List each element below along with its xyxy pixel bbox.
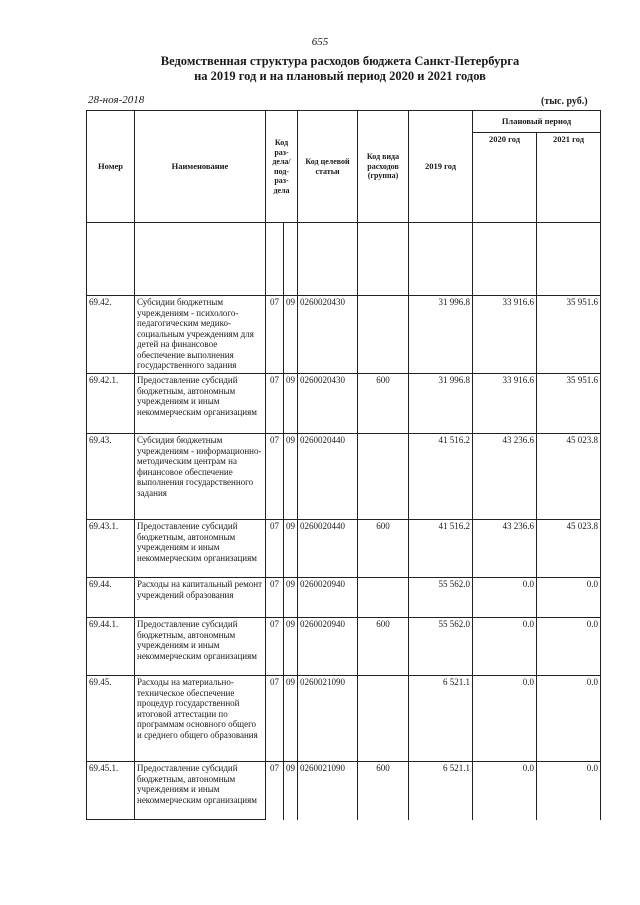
- row-2020: 33 916.6: [473, 296, 537, 374]
- row-2021: 0.0: [537, 762, 601, 820]
- row-number: 69.45.1.: [87, 762, 135, 820]
- document-title: [0, 54, 640, 84]
- row-number: 69.43.1.: [87, 520, 135, 578]
- row-2020: 0.0: [473, 578, 537, 618]
- row-name: Предоставление субсидий бюджетным, автономным учреждениям и иным некоммерческим организациям: [135, 618, 266, 676]
- row-name: Предоставление субсидий бюджетным, автономным учреждениям и иным некоммерческим организациям: [135, 520, 266, 578]
- row-name: Предоставление субсидий бюджетным, автономным учреждениям и иным некоммерческим организациям: [135, 762, 266, 820]
- row-podrazdel: 09: [284, 520, 298, 578]
- row-podrazdel: 09: [284, 578, 298, 618]
- row-2020: 0.0: [473, 618, 537, 676]
- row-target: 0260020430: [298, 296, 358, 374]
- row-podrazdel: 09: [284, 762, 298, 820]
- row-target: 0260020430: [298, 374, 358, 434]
- row-expense: 600: [358, 520, 409, 578]
- row-2021: 0.0: [537, 618, 601, 676]
- table-row: [87, 762, 601, 820]
- row-podrazdel: 09: [284, 374, 298, 434]
- document-date: 28-ноя-2018: [88, 94, 145, 106]
- row-razdel: 07: [266, 676, 284, 762]
- row-2019: 6 521.1: [409, 762, 473, 820]
- row-number: 69.42.: [87, 296, 135, 374]
- header-2019: 2019 год: [409, 111, 473, 223]
- row-name: Расходы на материально-техническое обеспечение процедур государственной итоговой аттестации по программам основного общего и среднего общего образования: [135, 676, 266, 762]
- page-number: 655: [311, 36, 329, 48]
- table-row: [87, 520, 601, 578]
- row-2019: 55 562.0: [409, 618, 473, 676]
- table-row: [87, 374, 601, 434]
- row-2020: 0.0: [473, 762, 537, 820]
- row-target: 0260021090: [298, 676, 358, 762]
- row-2020: 43 236.6: [473, 434, 537, 520]
- row-podrazdel: 09: [284, 434, 298, 520]
- row-expense: [358, 434, 409, 520]
- row-number: 69.42.1.: [87, 374, 135, 434]
- row-target: 0260020940: [298, 578, 358, 618]
- budget-table: [86, 110, 601, 820]
- row-razdel: 07: [266, 520, 284, 578]
- row-expense: 600: [358, 762, 409, 820]
- row-2019: 41 516.2: [409, 520, 473, 578]
- row-target: 0260020440: [298, 434, 358, 520]
- row-expense: 600: [358, 618, 409, 676]
- row-number: 69.45.: [87, 676, 135, 762]
- row-podrazdel: 09: [284, 618, 298, 676]
- row-razdel: 07: [266, 296, 284, 374]
- row-podrazdel: 09: [284, 676, 298, 762]
- row-razdel: 07: [266, 578, 284, 618]
- table-row: [87, 676, 601, 762]
- row-2021: 45 023.8: [537, 520, 601, 578]
- table-row: [87, 578, 601, 618]
- row-razdel: 07: [266, 618, 284, 676]
- row-razdel: 07: [266, 434, 284, 520]
- title-line-1: Ведомственная структура расходов бюджета Санкт-Петербурга: [160, 54, 520, 68]
- row-expense: [358, 296, 409, 374]
- row-2020: 43 236.6: [473, 520, 537, 578]
- row-2019: 31 996.8: [409, 296, 473, 374]
- row-razdel: 07: [266, 374, 284, 434]
- row-target: 0260021090: [298, 762, 358, 820]
- units-label: (тыс. руб.): [541, 96, 588, 107]
- row-name: Расходы на капитальный ремонт учреждений образования: [135, 578, 266, 618]
- header-2021: 2021 год: [537, 133, 601, 223]
- row-2021: 0.0: [537, 676, 601, 762]
- row-2019: 55 562.0: [409, 578, 473, 618]
- row-expense: [358, 676, 409, 762]
- header-planned-period: Плановый период: [473, 111, 601, 133]
- row-2021: 0.0: [537, 578, 601, 618]
- header-2020: 2020 год: [473, 133, 537, 223]
- row-expense: 600: [358, 374, 409, 434]
- header-name: Наименование: [135, 111, 266, 223]
- row-2021: 35 951.6: [537, 296, 601, 374]
- row-podrazdel: 09: [284, 296, 298, 374]
- row-2020: 0.0: [473, 676, 537, 762]
- row-number: 69.44.1.: [87, 618, 135, 676]
- header-target: Код целевой статьи: [298, 111, 358, 223]
- row-2020: 33 916.6: [473, 374, 537, 434]
- row-razdel: 07: [266, 762, 284, 820]
- header-number: Номер: [87, 111, 135, 223]
- table-row: [87, 618, 601, 676]
- row-2019: 41 516.2: [409, 434, 473, 520]
- row-number: 69.44.: [87, 578, 135, 618]
- header-expense-type: Код вида расходов (группа): [358, 111, 409, 223]
- row-number: 69.43.: [87, 434, 135, 520]
- table-row: [87, 296, 601, 374]
- table-row: [87, 434, 601, 520]
- row-name: Предоставление субсидий бюджетным, автономным учреждениям и иным некоммерческим организациям: [135, 374, 266, 434]
- row-target: 0260020440: [298, 520, 358, 578]
- header-section: Код раз-дела/ под-раз-дела: [266, 111, 298, 223]
- row-2019: 6 521.1: [409, 676, 473, 762]
- table-spacer: [87, 223, 601, 296]
- row-name: Субсидия бюджетным учреждениям - информационно-методическим центрам на финансовое обеспечение выполнения государственного задания: [135, 434, 266, 520]
- row-target: 0260020940: [298, 618, 358, 676]
- row-2021: 35 951.6: [537, 374, 601, 434]
- title-line-2: на 2019 год и на плановый период 2020 и 2021 годов: [194, 69, 486, 83]
- row-2021: 45 023.8: [537, 434, 601, 520]
- row-expense: [358, 578, 409, 618]
- row-name: Субсидии бюджетным учреждениям - психолого-педагогическим медико-социальным учреждениям для детей на финансовое обеспечение выполнения государственного задания: [135, 296, 266, 374]
- row-2019: 31 996.8: [409, 374, 473, 434]
